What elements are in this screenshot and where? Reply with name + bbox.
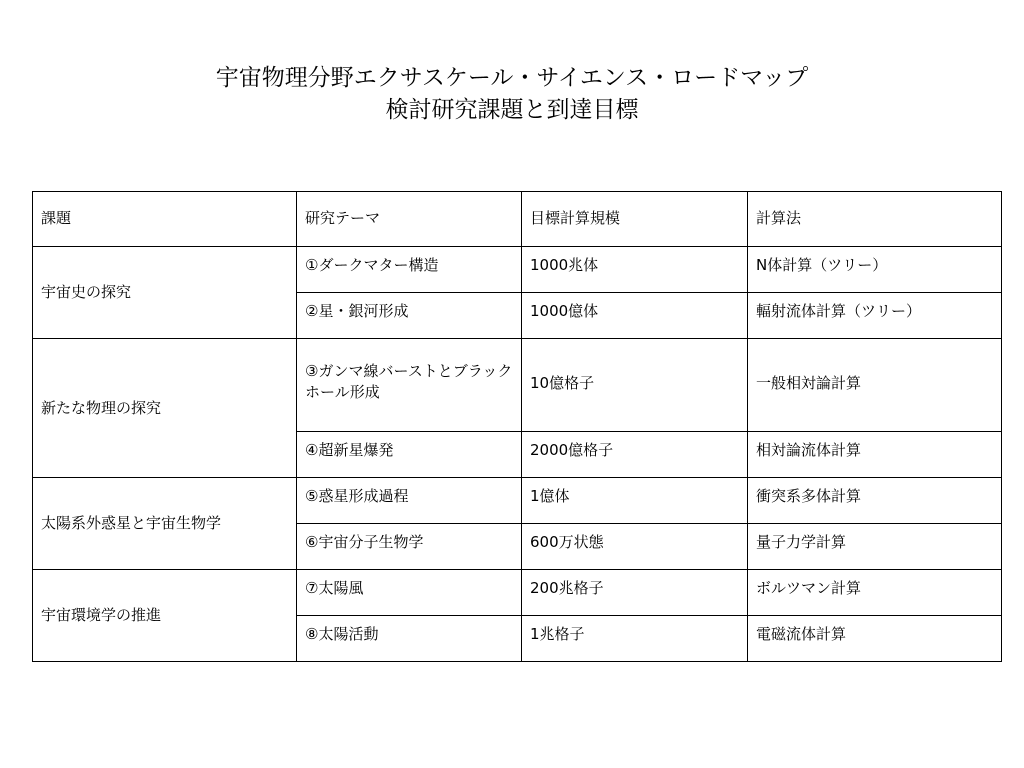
title-line-2: 検討研究課題と到達目標 xyxy=(385,97,639,123)
table-row xyxy=(33,339,1002,432)
topic-cell: 新たな物理の探究 xyxy=(33,339,297,478)
header-scale: 目標計算規模 xyxy=(522,192,748,247)
header-method: 計算法 xyxy=(748,192,1002,247)
theme-cell: ①ダークマター構造 xyxy=(297,247,522,293)
table-row xyxy=(33,478,1002,524)
scale-cell: 200兆格子 xyxy=(522,570,748,616)
header-row xyxy=(33,192,1002,247)
scale-cell: 1兆格子 xyxy=(522,616,748,662)
scale-cell: 10億格子 xyxy=(522,339,748,432)
scale-cell: 2000億格子 xyxy=(522,432,748,478)
title-line-1: 宇宙物理分野エクサスケール・サイエンス・ロードマップ xyxy=(215,65,809,91)
method-cell: 相対論流体計算 xyxy=(748,432,1002,478)
table-row xyxy=(33,570,1002,616)
topic-cell: 宇宙環境学の推進 xyxy=(33,570,297,662)
method-cell: 一般相対論計算 xyxy=(748,339,1002,432)
scale-cell: 1000億体 xyxy=(522,293,748,339)
theme-cell: ④超新星爆発 xyxy=(297,432,522,478)
header-topic: 課題 xyxy=(33,192,297,247)
theme-cell: ②星・銀河形成 xyxy=(297,293,522,339)
theme-cell: ⑤惑星形成過程 xyxy=(297,478,522,524)
slide-title xyxy=(0,62,1024,126)
topic-cell: 太陽系外惑星と宇宙生物学 xyxy=(33,478,297,570)
scale-cell: 600万状態 xyxy=(522,524,748,570)
method-cell: 衝突系多体計算 xyxy=(748,478,1002,524)
topic-cell: 宇宙史の探究 xyxy=(33,247,297,339)
method-cell: ボルツマン計算 xyxy=(748,570,1002,616)
theme-cell: ⑥宇宙分子生物学 xyxy=(297,524,522,570)
method-cell: N体計算（ツリー） xyxy=(748,247,1002,293)
scale-cell: 1億体 xyxy=(522,478,748,524)
scale-cell: 1000兆体 xyxy=(522,247,748,293)
method-cell: 輻射流体計算（ツリー） xyxy=(748,293,1002,339)
theme-cell: ③ガンマ線バーストとブラックホール形成 xyxy=(297,339,522,432)
roadmap-table xyxy=(32,191,1002,662)
method-cell: 電磁流体計算 xyxy=(748,616,1002,662)
theme-cell: ⑦太陽風 xyxy=(297,570,522,616)
theme-cell: ⑧太陽活動 xyxy=(297,616,522,662)
table-row xyxy=(33,247,1002,293)
header-theme: 研究テーマ xyxy=(297,192,522,247)
method-cell: 量子力学計算 xyxy=(748,524,1002,570)
